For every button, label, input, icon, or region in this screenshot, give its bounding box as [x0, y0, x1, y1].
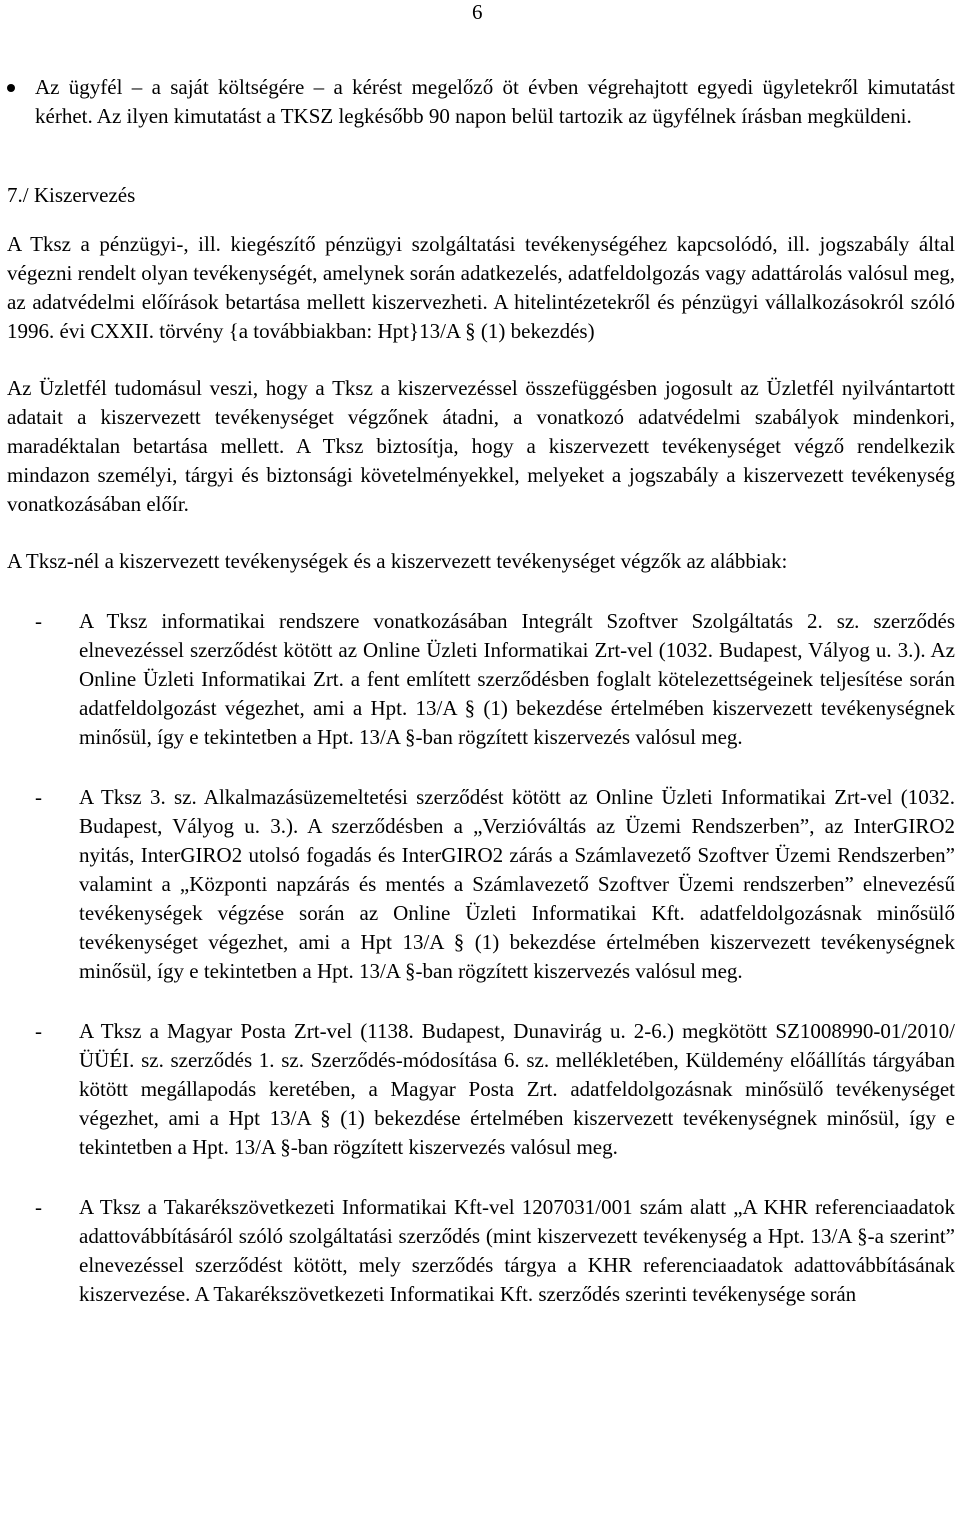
- bullet-paragraph: [7, 73, 955, 131]
- dash-marker: -: [35, 609, 42, 633]
- section-heading: 7./ Kiszervezés: [7, 183, 136, 207]
- list-item: [7, 783, 955, 986]
- dash-marker: -: [35, 1195, 42, 1219]
- paragraph-client-consent: Az Üzletfél tudomásul veszi, hogy a Tksz a kiszervezéssel összefüggésben jogosult az Üzletfél nyilvántartott adatait a kiszervezett tevékenységet végzőnek átadni, a vonatkozó adatvédelmi szabályok mindenkori, maradéktalan betartása mellett. A Tksz biztosítja, hogy a kiszervezett tevékenységet végző rendelkezik mindazon személyi, tárgyi és biztonsági követelményekkel, melyeket a jogszabály a kiszervezett tevékenység vonatkozásában előír.: [7, 376, 955, 516]
- list-item-text: A Tksz informatikai rendszere vonatkozásában Integrált Szoftver Szolgáltatás 2. sz. szerződés elnevezéssel szerződést kötött az Online Üzleti Informatikai Zrt-vel (1032. Budapest, Vályog u. 3.). Az Online Üzleti Informatikai Zrt. a fent említett szerződésben foglalt kötelezettségeinek teljesítése során adatfeldolgozást végezhet, ami a Hpt. 13/A § (1) bekezdése értelmében kiszervezett tevékenységnek minősül, így e tekintetben a Hpt. 13/A §-ban rögzített kiszervezés valósul meg.: [79, 609, 955, 749]
- bullet-icon: [7, 73, 35, 102]
- list-item: [7, 1017, 955, 1162]
- document-body: [7, 73, 955, 1309]
- dash-marker: -: [35, 1019, 42, 1043]
- bullet-text: Az ügyfél – a saját költségére – a kérést megelőző öt évben végrehajtott egyedi ügyletekről kimutatást kérhet. Az ilyen kimutatást a TKSZ legkésőbb 90 napon belül tartozik az ügyfélnek írásban megküldeni.: [35, 75, 955, 128]
- list-item: [7, 607, 955, 752]
- list-item-text: A Tksz 3. sz. Alkalmazásüzemeltetési szerződést kötött az Online Üzleti Informatikai Zrt-vel (1032. Budapest, Vályog u. 3.). A szerződésben a „Verzióváltás az Üzemi Rendszerben”, az InterGIRO2 nyitás, InterGIRO2 utolsó fogadás és InterGIRO2 zárás a Számlavezető Szoftver Üzemi Rendszerben” valamint a „Központi napzárás és mentés a Számlavezető Szoftver Üzemi rendszerben” elnevezésű tevékenységek végzése során az Online Üzleti Informatikai Kft. adatfeldolgozásnak minősülő tevékenységet végezhet, ami a Hpt 13/A § (1) bekezdése értelmében kiszervezett tevékenységnek minősül, így e tekintetben a Hpt. 13/A §-ban rögzített kiszervezés valósul meg.: [79, 785, 955, 983]
- list-item-text: A Tksz a Magyar Posta Zrt-vel (1138. Budapest, Dunavirág u. 2-6.) megkötött SZ1008990-01/2010/ÜÜÉI. sz. szerződés 1. sz. Szerződés-módosítása 6. sz. mellékletében, Küldemény előállítás tárgyában kötött megállapodás keretében, a Magyar Posta Zrt. adatfeldolgozásnak minősülő tevékenységet végezhet, ami a Hpt 13/A § (1) bekezdése értelmében kiszervezett tevékenységnek minősül, így e tekintetben a Hpt. 13/A §-ban rögzített kiszervezés valósul meg.: [79, 1019, 955, 1159]
- paragraph-outsourcing-intro: A Tksz a pénzügyi-, ill. kiegészítő pénzügyi szolgáltatási tevékenységéhez kapcsolódó, ill. jogszabály által végezni rendelt olyan tevékenységét, amelynek során adatkezelés, adatfeldolgozás vagy adattárolás valósul meg, az adatvédelmi előírások betartása mellett kiszervezheti. A hitelintézetekről és pénzügyi vállalkozásokról szóló 1996. évi CXXII. törvény {a továbbiakban: Hpt}13/A § (1) bekezdés): [7, 232, 955, 343]
- page-number: 6: [472, 0, 483, 24]
- paragraph-list-intro: A Tksz-nél a kiszervezett tevékenységek és a kiszervezett tevékenységet végzők az alábbiak:: [7, 549, 788, 573]
- list-item: [7, 1193, 955, 1309]
- dash-marker: -: [35, 785, 42, 809]
- list-item-text: A Tksz a Takarékszövetkezeti Informatikai Kft-vel 1207031/001 szám alatt „A KHR referenciaadatok adattovábbításáról szóló szolgáltatási szerződés (mint kiszervezett tevékenység a Hpt. 13/A §-a szerint” elnevezéssel szerződést kötött, mely szerződés tárgya a KHR referenciaadatok adattovábbításának kiszervezése. A Takarékszövetkezeti Informatikai Kft. szerződés szerinti tevékenysége során: [79, 1195, 955, 1306]
